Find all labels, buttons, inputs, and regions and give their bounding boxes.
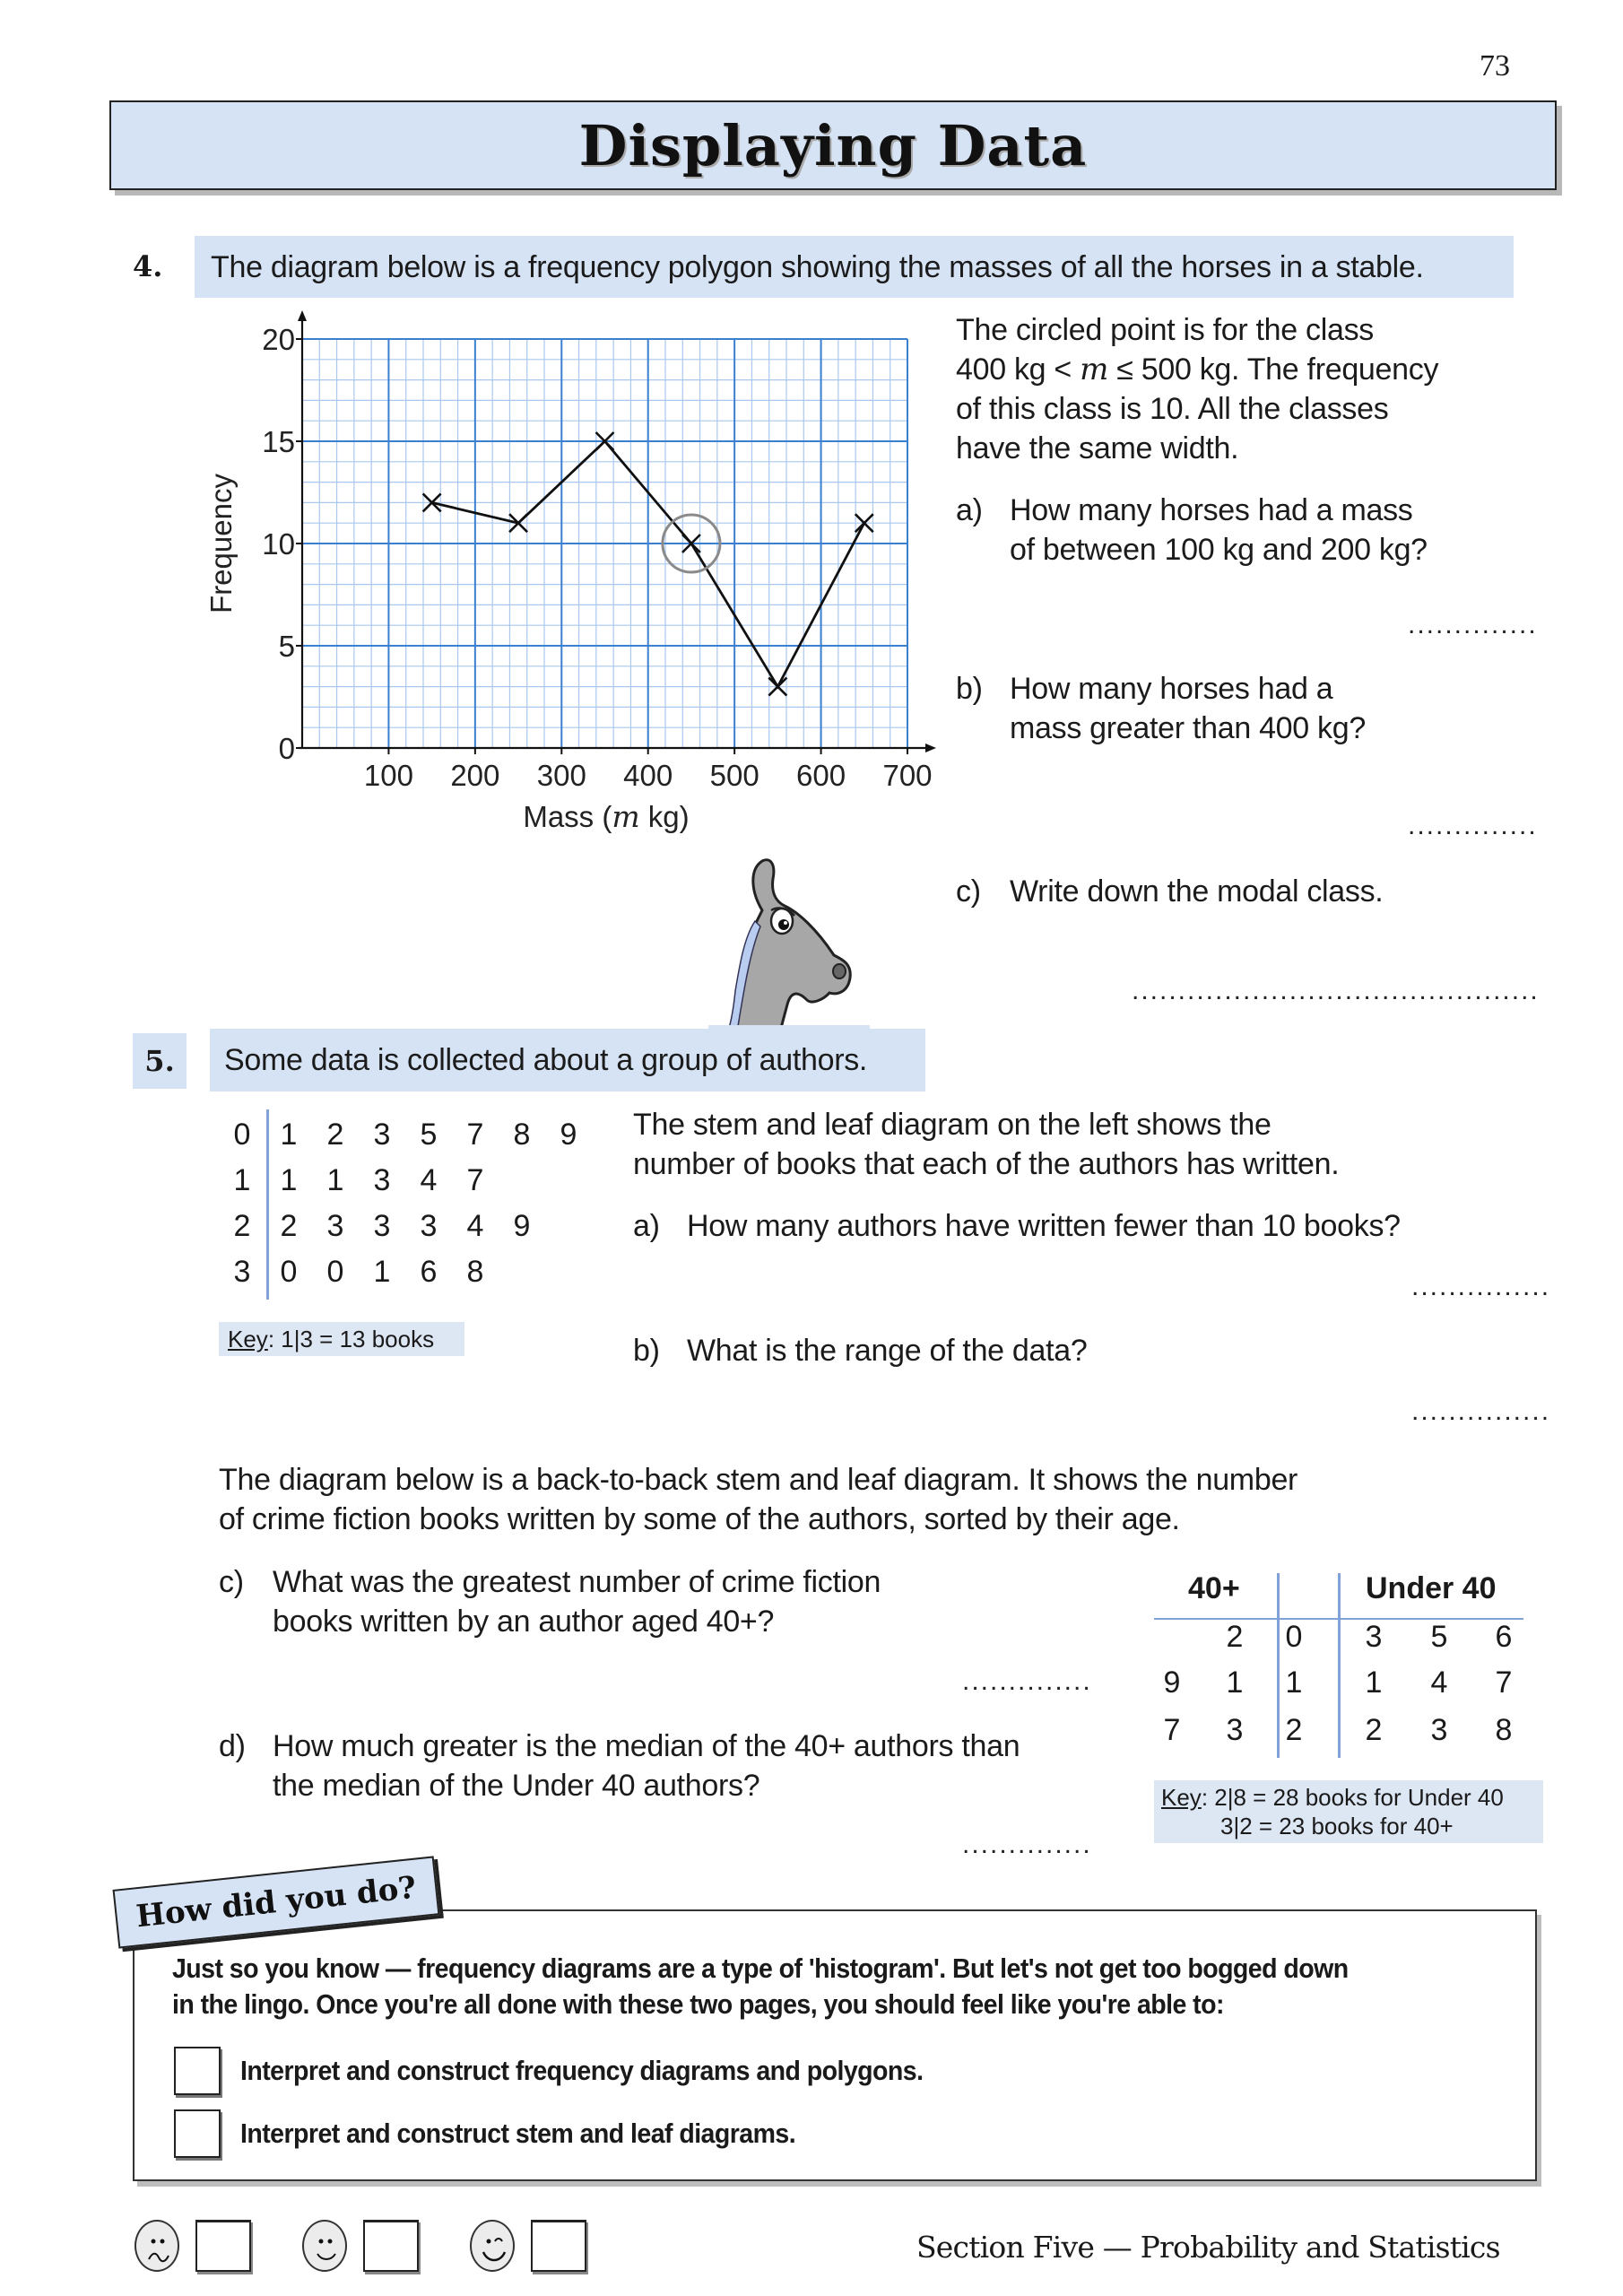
leaf-value: 1 (326, 1163, 344, 1197)
b2b-stem: 0 (1285, 1620, 1303, 1654)
smile-face-icon (302, 2220, 347, 2272)
answer-line-4a[interactable]: .............. (1408, 610, 1538, 639)
b2b-divider-right (1338, 1573, 1341, 1758)
stem-leaf-description (633, 1105, 1548, 1184)
question-4-info (956, 310, 1530, 468)
page-title-banner (109, 100, 1557, 190)
question-5b (633, 1331, 1530, 1370)
rating-box-sad[interactable] (195, 2220, 251, 2272)
svg-text:0: 0 (278, 732, 295, 765)
leaf-value: 2 (326, 1118, 344, 1152)
sad-face-icon (135, 2220, 179, 2272)
chart-axes (296, 310, 936, 754)
answer-line-5d[interactable]: .............. (962, 1830, 1092, 1859)
question-5-intro: Some data is collected about a group of authors. (224, 1043, 868, 1077)
b2b-leaf-under-40: 8 (1495, 1713, 1513, 1747)
b2b-leaf-40-plus: 2 (1226, 1620, 1244, 1654)
stem-leaf-row (231, 1205, 608, 1248)
intro-line: of crime fiction books written by some of the authors, sorted by their age. (219, 1502, 1180, 1536)
b2b-leaf-under-40: 2 (1365, 1713, 1383, 1747)
leaf-value: 3 (373, 1163, 391, 1197)
leaf-value: 4 (420, 1163, 438, 1197)
svg-text:700: 700 (882, 759, 933, 792)
b2b-leaf-under-40: 7 (1495, 1665, 1513, 1700)
answer-line-5b[interactable]: ............... (1411, 1396, 1551, 1426)
leaf-value: 0 (326, 1255, 344, 1289)
svg-text:20: 20 (262, 323, 295, 356)
question-5-banner (210, 1029, 925, 1091)
answer-line-4b[interactable]: .............. (1408, 811, 1538, 840)
svg-text:100: 100 (363, 759, 413, 792)
stem-leaf-row (231, 1159, 608, 1202)
part-text: What was the greatest number of crime fiction (273, 1565, 881, 1599)
question-4a (956, 491, 1530, 567)
b2b-leaf-under-40: 3 (1365, 1620, 1383, 1654)
checklist-checkbox-2[interactable] (174, 2109, 221, 2158)
question-5-number: 5. (144, 1044, 175, 1078)
info-line: of this class is 10. All the classes (956, 392, 1389, 426)
part-text: How many horses had a (1010, 672, 1333, 706)
key-label: Key (1161, 1784, 1202, 1811)
info-line: The circled point is for the class (956, 313, 1374, 347)
part-label: a) (956, 493, 983, 527)
leaf-value: 3 (420, 1209, 438, 1243)
wink-face-icon (470, 2220, 515, 2272)
answer-line-5c[interactable]: .............. (962, 1666, 1092, 1696)
b2b-stem: 2 (1285, 1713, 1303, 1747)
part-text: What is the range of the data? (687, 1334, 1088, 1368)
b2b-header-40-plus: 40+ (1188, 1571, 1240, 1605)
info-line: have the same width. (956, 431, 1239, 465)
part-label: c) (956, 874, 981, 909)
leaf-value: 0 (280, 1255, 298, 1289)
stem-leaf-row (231, 1113, 608, 1156)
page-number: 73 (1480, 49, 1510, 83)
b2b-leaf-40-plus: 7 (1163, 1713, 1181, 1747)
key-line: 3|2 = 23 books for 40+ (1220, 1813, 1454, 1839)
stem-leaf-key (219, 1322, 464, 1356)
answer-line-5a[interactable]: ............... (1411, 1272, 1551, 1301)
key-text: : 1|3 = 13 books (267, 1326, 435, 1352)
b2b-leaf-under-40: 4 (1430, 1665, 1448, 1700)
rating-box-wink[interactable] (531, 2220, 586, 2272)
key-line: : 2|8 = 28 books for Under 40 (1201, 1784, 1504, 1811)
question-5-number-box (133, 1033, 187, 1089)
leaf-value: 9 (560, 1118, 577, 1152)
svg-text:5: 5 (278, 630, 295, 663)
answer-line-4c[interactable]: ............................................ (1132, 976, 1540, 1005)
leaf-value: 1 (280, 1118, 298, 1152)
question-5d (219, 1726, 1115, 1807)
svg-text:10: 10 (262, 527, 295, 561)
leaf-value: 7 (466, 1118, 484, 1152)
part-text: Write down the modal class. (1010, 874, 1384, 909)
stem-value: 0 (233, 1118, 251, 1152)
part-text: How many horses had a mass (1010, 493, 1413, 527)
checklist-checkbox-1[interactable] (174, 2047, 221, 2095)
part-label: b) (633, 1334, 660, 1368)
part-text: the median of the Under 40 authors? (273, 1769, 760, 1803)
info-line: 400 kg < m ≤ 500 kg. The frequency (956, 352, 1439, 387)
b2b-leaf-under-40: 6 (1495, 1620, 1513, 1654)
description-line: number of books that each of the authors has written. (633, 1147, 1340, 1181)
svg-text:15: 15 (262, 425, 295, 458)
b2b-leaf-under-40: 1 (1365, 1665, 1383, 1700)
frequency-polygon-chart (197, 305, 950, 843)
part-text: How many authors have written fewer than 10 books? (687, 1209, 1401, 1243)
horse-cartoon-icon (708, 857, 870, 1031)
question-4-intro: The diagram below is a frequency polygon showing the masses of all the horses in a stable. (211, 249, 1424, 284)
b2b-leaf-under-40: 5 (1430, 1620, 1448, 1654)
question-5c (219, 1562, 1026, 1643)
leaf-value: 5 (420, 1118, 438, 1152)
part-text: How much greater is the median of the 40+ authors than (273, 1729, 1020, 1763)
section-footer: Section Five — Probability and Statistics (916, 2230, 1500, 2265)
stem-value: 1 (233, 1163, 251, 1197)
part-label: b) (956, 672, 983, 706)
b2b-leaf-40-plus: 9 (1163, 1665, 1181, 1700)
leaf-value: 4 (466, 1209, 484, 1243)
part-label: c) (219, 1565, 244, 1599)
leaf-value: 3 (373, 1118, 391, 1152)
svg-text:500: 500 (709, 759, 759, 792)
b2b-divider-left (1277, 1573, 1280, 1758)
chart-tick-labels (262, 323, 932, 792)
y-axis-label: Frequency (204, 474, 238, 613)
svg-text:200: 200 (450, 759, 500, 792)
leaf-value: 9 (513, 1209, 531, 1243)
leaf-value: 7 (466, 1163, 484, 1197)
b2b-intro (219, 1460, 1519, 1539)
part-label: d) (219, 1729, 246, 1763)
leaf-value: 1 (280, 1163, 298, 1197)
leaf-value: 3 (326, 1209, 344, 1243)
leaf-value: 8 (466, 1255, 484, 1289)
part-text: of between 100 kg and 200 kg? (1010, 533, 1428, 567)
stem-value: 2 (233, 1209, 251, 1243)
question-4-banner (195, 236, 1514, 298)
page-title: Displaying Data (578, 112, 1088, 178)
x-axis-label: Mass (m kg) (523, 799, 690, 834)
intro-line: The diagram below is a back-to-back stem and leaf diagram. It shows the number (219, 1463, 1298, 1497)
b2b-header-under-40: Under 40 (1366, 1571, 1497, 1605)
intro-line: in the lingo. Once you're all done with these two pages, you should feel like you're able to: (172, 1988, 1224, 2020)
b2b-stem: 1 (1285, 1665, 1303, 1700)
back-to-back-stem-leaf-diagram (1154, 1561, 1549, 1767)
leaf-value: 8 (513, 1118, 531, 1152)
leaf-value: 2 (280, 1209, 298, 1243)
question-4-number: 4. (133, 249, 163, 283)
part-label: a) (633, 1209, 660, 1243)
leaf-value: 1 (373, 1255, 391, 1289)
b2b-leaf-40-plus: 3 (1226, 1713, 1244, 1747)
rating-box-smile[interactable] (363, 2220, 419, 2272)
how-intro (172, 1951, 1459, 2022)
question-5a (633, 1206, 1530, 1246)
stem-value: 3 (233, 1255, 251, 1289)
part-text: mass greater than 400 kg? (1010, 711, 1366, 745)
svg-text:300: 300 (536, 759, 586, 792)
intro-line: Just so you know — frequency diagrams are a type of 'histogram'. But let's not get too bogged down (172, 1952, 1349, 1984)
svg-text:400: 400 (623, 759, 673, 792)
b2b-key (1154, 1780, 1543, 1843)
stem-leaf-divider (266, 1109, 269, 1300)
leaf-value: 6 (420, 1255, 438, 1289)
description-line: The stem and leaf diagram on the left shows the (633, 1108, 1271, 1142)
leaf-value: 3 (373, 1209, 391, 1243)
key-label: Key (228, 1326, 268, 1352)
stem-leaf-row (231, 1250, 608, 1293)
how-did-you-do-title: How did you do? (134, 1869, 419, 1935)
checklist-item-1: Interpret and construct frequency diagrams and polygons. (240, 2055, 924, 2086)
b2b-leaf-under-40: 3 (1430, 1713, 1448, 1747)
svg-text:600: 600 (796, 759, 846, 792)
how-did-you-do-box (133, 1909, 1537, 2181)
part-text: books written by an author aged 40+? (273, 1605, 775, 1639)
checklist-item-2: Interpret and construct stem and leaf diagrams. (240, 2118, 796, 2149)
b2b-leaf-40-plus: 1 (1226, 1665, 1244, 1700)
